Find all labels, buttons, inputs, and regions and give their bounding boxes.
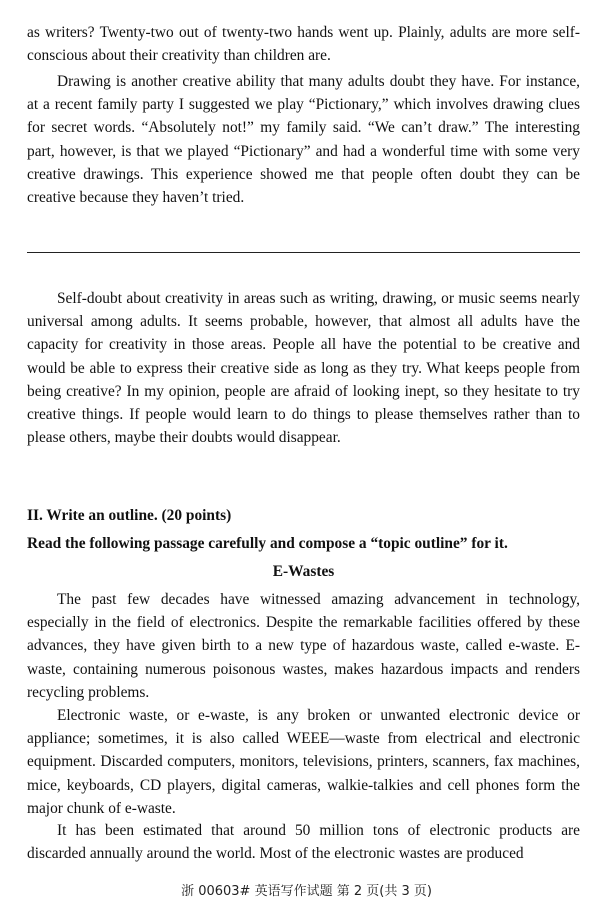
paragraph-e-waste-intro: The past few decades have witnessed amazing advancement in technology, especially in the field of electronics. Despite the remarkable facilities offered by these advances, they have given birth to a new type of hazardous waste, called e-waste. E-waste, containing numerous poisonous wastes, makes hazardous impacts and renders recycling problems.: [27, 591, 580, 701]
page-footer: 浙 00603# 英语写作试题 第 2 页(共 3 页): [181, 884, 432, 899]
paragraph-drawing: Drawing is another creative ability that many adults doubt they have. For instance, at a recent family party I suggested we play “Pictionary,” which involves drawing clues for secret words. “Absolutely not!” my family said. “We can’t draw.” The interesting part, however, is that we played “Pictionary” and had a wonderful time with some very creative drawings. This experience showed me that people often doubt they can be creative because they haven’t tried.: [27, 73, 580, 207]
passage-title: E-Wastes: [272, 563, 335, 580]
paragraph-writers: as writers? Twenty-two out of twenty-two hands went up. Plainly, adults are more self-conscious about their creativity than children are.: [27, 24, 580, 65]
instruction-text: Read the following passage carefully and compose a “topic outline” for it.: [27, 535, 508, 552]
paragraph-e-waste-statistics: It has been estimated that around 50 million tons of electronic products are discarded annually around the world. Most of the electronic wastes are produced: [27, 822, 580, 863]
paragraph-e-waste-definition: Electronic waste, or e-waste, is any broken or unwanted electronic device or appliance; sometimes, it is also called WEEE—waste from electrical and electronic equipment. Discarded computers, monitors, televisions, printers, scanners, fax machines, mice, keyboards, CD players, digital cameras, walkie-talkies and cell phones form the major chunk of e-waste.: [27, 707, 580, 817]
section-heading: II. Write an outline. (20 points): [27, 507, 232, 524]
paragraph-self-doubt: Self-doubt about creativity in areas such as writing, drawing, or music seems nearly universal among adults. It seems probable, however, that almost all adults have the capacity for creativity in those areas. People all have the potential to be creative and would be able to express their creative side as long as they try. What keeps people from being creative? In my opinion, people are afraid of looking inept, so they hesitate to try creative things. If people would learn to do things to please themselves rather than to please others, maybe their doubts would disappear.: [27, 290, 580, 447]
answer-divider-line: [27, 252, 580, 253]
